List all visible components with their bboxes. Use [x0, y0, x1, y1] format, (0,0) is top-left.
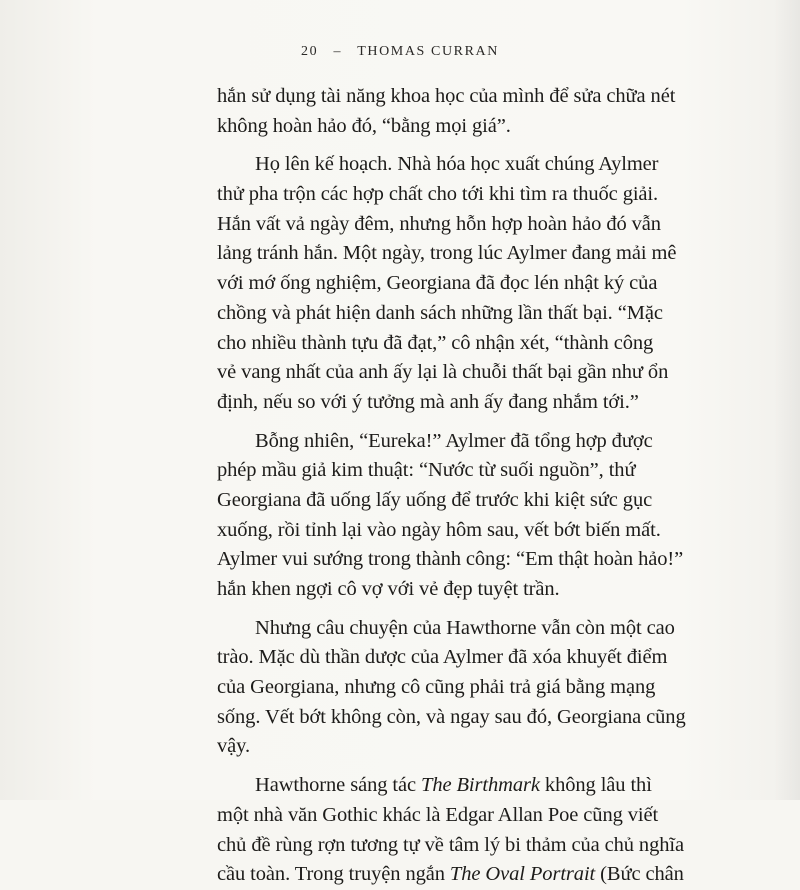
line-start: Hawthorne sáng tác	[255, 774, 422, 797]
text-line	[217, 771, 747, 801]
paragraph-2	[217, 150, 747, 417]
paragraph-5	[217, 771, 747, 890]
line-end: không lâu thì	[539, 774, 652, 797]
text-line: Georgiana đã uống lấy uống để trước khi kiệt sức gục	[217, 488, 653, 511]
text-line: thử pha trộn các hợp chất cho tới khi tìm ra thuốc giải.	[217, 183, 659, 206]
book-title-the-birthmark: The Birthmark	[421, 774, 540, 797]
line-end: (Bức chân	[595, 863, 684, 886]
text-line: phép mầu giả kim thuật: “Nước từ suối nguồn”, thứ	[217, 459, 636, 482]
text-line: vậy.	[217, 735, 250, 758]
page-number: 20	[301, 44, 319, 59]
text-line: trào. Mặc dù thần dược của Aylmer đã xóa khuyết điểm	[217, 646, 668, 669]
paragraph-3	[217, 427, 747, 605]
text-line: định, nếu so với ý tưởng mà anh ấy đang nhắm tới.”	[217, 390, 639, 413]
text-line: sống. Vết bớt không còn, và ngay sau đó, Georgiana cũng	[217, 705, 686, 728]
header-separator: –	[333, 44, 343, 59]
text-line: hắn sử dụng tài năng khoa học của mình để sửa chữa nét	[217, 85, 676, 107]
text-line	[217, 860, 747, 890]
text-line: Họ lên kế hoạch. Nhà hóa học xuất chúng Aylmer	[255, 153, 659, 176]
text-line: Nhưng câu chuyện của Hawthorne vẫn còn một cao	[255, 616, 675, 639]
paragraph-4	[217, 614, 747, 762]
text-line: Bỗng nhiên, “Eureka!” Aylmer đã tổng hợp được	[255, 429, 653, 452]
page-edge-shadow	[774, 0, 800, 800]
body-text	[217, 82, 747, 890]
text-line: xuống, rồi tỉnh lại vào ngày hôm sau, vết bớt biến mất.	[217, 518, 661, 541]
text-line: một nhà văn Gothic khác là Edgar Allan Poe cũng viết	[217, 803, 659, 826]
running-header	[0, 44, 800, 60]
paragraph-1	[217, 82, 747, 141]
text-line: của Georgiana, nhưng cô cũng phải trả giá bằng mạng	[217, 676, 656, 699]
text-line: lảng tránh hắn. Một ngày, trong lúc Aylmer đang mải mê	[217, 242, 677, 265]
text-line: hắn khen ngợi cô vợ với vẻ đẹp tuyệt trần.	[217, 578, 560, 600]
header-author: THOMAS CURRAN	[357, 44, 499, 59]
book-title-the-oval-portrait: The Oval Portrait	[449, 863, 596, 886]
text-line: cho nhiều thành tựu đã đạt,” cô nhận xét, “thành công	[217, 331, 654, 354]
text-line: chồng và phát hiện danh sách những lần thất bại. “Mặc	[217, 301, 663, 324]
text-line: Hắn vất vả ngày đêm, nhưng hỗn hợp hoàn hảo đó vẫn	[217, 212, 661, 235]
text-line: với mớ ống nghiệm, Georgiana đã đọc lén nhật ký của	[217, 272, 658, 295]
text-line: không hoàn hảo đó, “bằng mọi giá”.	[217, 114, 511, 137]
text-line: Aylmer vui sướng trong thành công: “Em thật hoàn hảo!”	[217, 548, 684, 571]
text-line: chủ đề rùng rợn tương tự về tâm lý bi thảm của chủ nghĩa	[217, 833, 684, 856]
text-line: vẻ vang nhất của anh ấy lại là chuỗi thất bại gần như ổn	[217, 361, 669, 384]
line-start: cầu toàn. Trong truyện ngắn	[217, 863, 450, 886]
